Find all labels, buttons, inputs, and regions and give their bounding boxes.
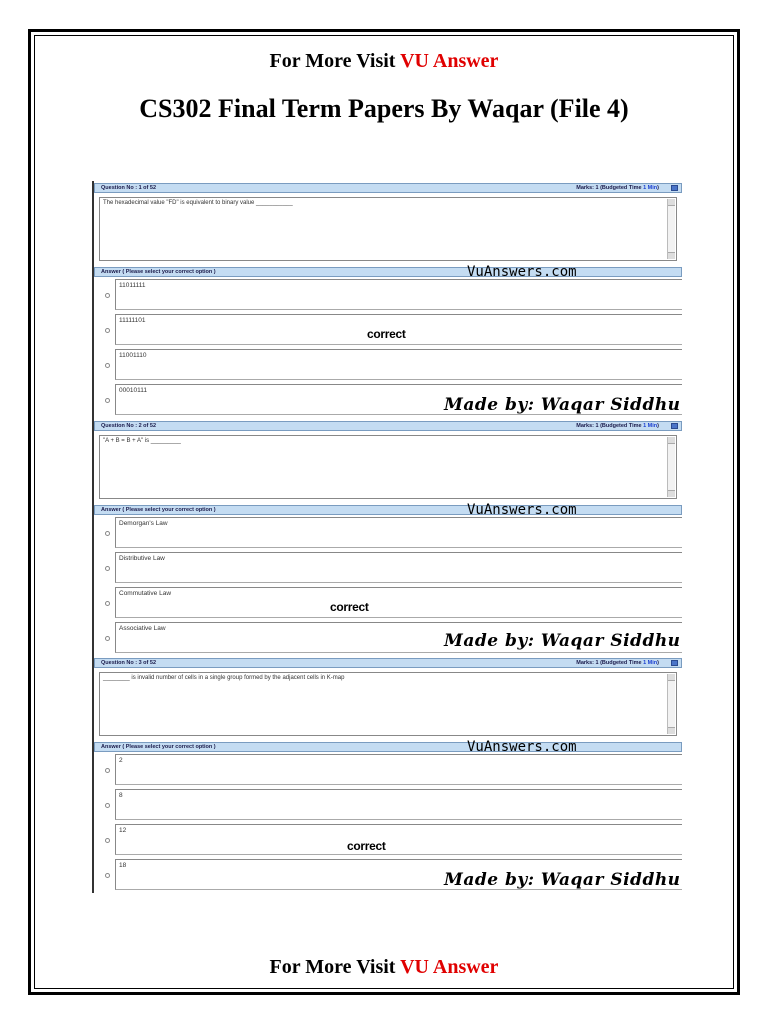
answer-option[interactable]: [94, 752, 682, 787]
marks-prefix: Marks: 1 (Budgeted Time: [576, 660, 642, 666]
site-watermark: VuAnswers.com: [467, 264, 577, 280]
radio-button[interactable]: [105, 803, 110, 808]
question-section-2: [94, 421, 682, 659]
question-number: Question No : 1 of 52: [101, 185, 157, 191]
answer-header: [94, 502, 682, 518]
answer-option[interactable]: [94, 515, 682, 550]
radio-button[interactable]: [105, 293, 110, 298]
author-watermark: Made by: Waqar Siddhu: [444, 870, 681, 890]
question-scrollbar[interactable]: [667, 437, 675, 497]
marks-time: 1 Min: [643, 185, 658, 191]
option-text: 2: [115, 754, 682, 785]
question-section-1: [94, 183, 682, 421]
question-text: The hexadecimal value "FD" is equivalent to binary value ___________: [103, 200, 293, 206]
answer-option[interactable]: [94, 277, 682, 312]
radio-button[interactable]: [105, 328, 110, 333]
radio-button[interactable]: [105, 838, 110, 843]
option-text: 11011111: [115, 279, 682, 310]
question-text: ________ is invalid number of cells in a single group formed by the adjacent cells in K-map: [103, 675, 345, 681]
marks-suffix: ): [657, 185, 659, 191]
answer-header-label: Answer ( Please select your correct option ): [101, 744, 216, 750]
marks-time: 1 Min: [643, 660, 658, 666]
minimize-icon[interactable]: [671, 660, 678, 666]
site-watermark: VuAnswers.com: [467, 502, 577, 518]
answer-header-label: Answer ( Please select your correct option ): [101, 269, 216, 275]
marks-suffix: ): [657, 423, 659, 429]
radio-button[interactable]: [105, 363, 110, 368]
marks-prefix: Marks: 1 (Budgeted Time: [576, 423, 642, 429]
answer-option[interactable]: [94, 585, 682, 620]
option-text: 18: [115, 859, 682, 890]
answer-option[interactable]: [94, 347, 682, 382]
marks-prefix: Marks: 1 (Budgeted Time: [576, 185, 642, 191]
option-text: Associative Law: [115, 622, 682, 653]
footer-visit-prefix: For More Visit: [269, 956, 396, 978]
question-text-box: [99, 672, 677, 736]
marks-info: [576, 660, 659, 666]
author-watermark: Made by: Waqar Siddhu: [444, 631, 681, 651]
answer-header-label: Answer ( Please select your correct option ): [101, 507, 216, 513]
answer-option[interactable]: [94, 822, 682, 857]
question-header: [94, 658, 682, 668]
question-text-box: [99, 197, 677, 261]
marks-info: [576, 185, 659, 191]
radio-button[interactable]: [105, 398, 110, 403]
footer-visit-line: [18, 956, 750, 979]
correct-marker: correct: [367, 327, 406, 341]
footer-visit-link[interactable]: VU Answer: [400, 956, 499, 978]
option-text: 8: [115, 789, 682, 820]
answer-option[interactable]: [94, 550, 682, 585]
question-header: [94, 183, 682, 193]
correct-marker: correct: [330, 600, 369, 614]
option-text: Commutative Law: [115, 587, 682, 618]
minimize-icon[interactable]: [671, 423, 678, 429]
question-scrollbar[interactable]: [667, 674, 675, 734]
radio-button[interactable]: [105, 768, 110, 773]
header-visit-prefix: For More Visit: [269, 50, 396, 72]
marks-time: 1 Min: [643, 423, 658, 429]
radio-button[interactable]: [105, 531, 110, 536]
question-header: [94, 421, 682, 431]
radio-button[interactable]: [105, 636, 110, 641]
radio-button[interactable]: [105, 566, 110, 571]
marks-suffix: ): [657, 660, 659, 666]
question-number: Question No : 3 of 52: [101, 660, 157, 666]
question-text-box: [99, 435, 677, 499]
option-text: Distributive Law: [115, 552, 682, 583]
header-visit-link[interactable]: VU Answer: [400, 50, 499, 72]
site-watermark: VuAnswers.com: [467, 739, 577, 755]
question-scrollbar[interactable]: [667, 199, 675, 259]
option-text: Demorgan's Law: [115, 517, 682, 548]
header-visit-line: [18, 50, 750, 73]
option-text: 00010111: [115, 384, 682, 415]
answer-header: [94, 264, 682, 280]
answer-option[interactable]: [94, 787, 682, 822]
radio-button[interactable]: [105, 601, 110, 606]
correct-marker: correct: [347, 839, 386, 853]
marks-info: [576, 423, 659, 429]
radio-button[interactable]: [105, 873, 110, 878]
question-number: Question No : 2 of 52: [101, 423, 157, 429]
question-text: "A + B = B + A" is _________: [103, 438, 181, 444]
option-text: 11111101: [115, 314, 682, 345]
document-title: CS302 Final Term Papers By Waqar (File 4): [139, 94, 629, 123]
option-text: 12: [115, 824, 682, 855]
author-watermark: Made by: Waqar Siddhu: [444, 395, 681, 415]
question-section-3: [94, 658, 682, 893]
minimize-icon[interactable]: [671, 185, 678, 191]
quiz-screenshot: [92, 181, 682, 893]
answer-header: [94, 739, 682, 755]
option-text: 11001110: [115, 349, 682, 380]
